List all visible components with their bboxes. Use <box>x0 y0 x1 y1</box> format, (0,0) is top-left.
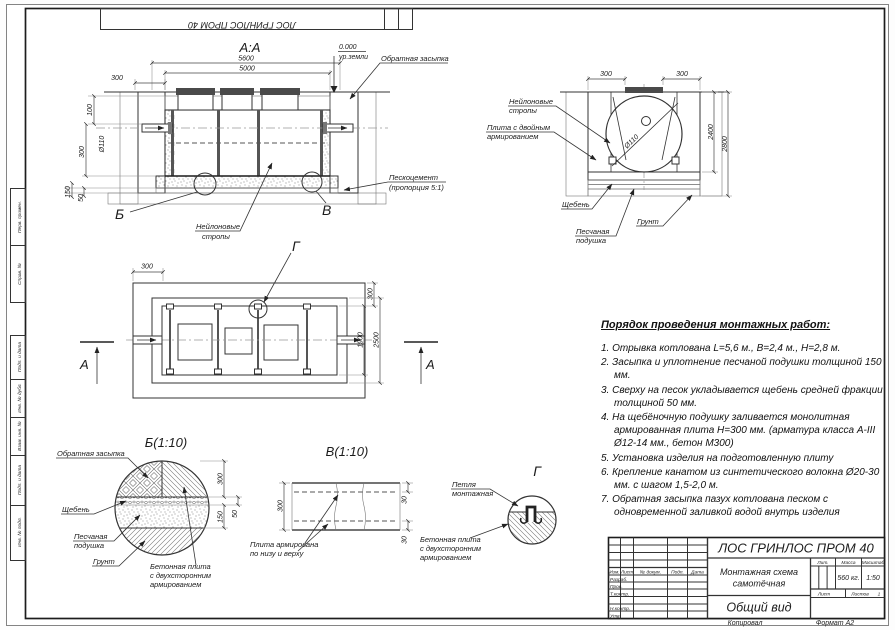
lid-middle <box>220 88 254 95</box>
margin-label: Перв. примен. <box>18 201 23 233</box>
slings-label-1: Нейлоновые <box>196 222 241 231</box>
slings-label-2: стропы <box>202 232 230 241</box>
instruction-item: 1. Отрывка котлована L=5,6 м., В=2,4 м., Н=2,8 м. <box>601 343 841 354</box>
tb-row-dev: Разраб. <box>610 578 628 583</box>
detail-g-title: Г <box>533 463 541 479</box>
plan-hatch-3 <box>264 325 298 360</box>
neck-middle <box>222 94 252 110</box>
dim-d110: Ø110 <box>623 133 641 151</box>
instruction-item: 2. Засыпка и уплотнение песчаной подушки толщиной 150 мм. <box>601 357 882 382</box>
margin-label: Подп. и дата <box>18 464 23 496</box>
plan-dim-2500: 2500 <box>373 332 381 348</box>
detail-v-label-2: по низу и верху <box>250 549 304 558</box>
detail-v-title: В(1:10) <box>325 444 369 459</box>
format-label: Формат А2 <box>815 620 855 627</box>
dim-300-wall: 300 <box>111 75 123 82</box>
tb-row-ncontr: Н.контр. <box>610 607 631 612</box>
dim-pipe-d110: Ø110 <box>99 135 106 153</box>
margin-label: Инв. № подл. <box>18 517 23 547</box>
plan-dim-1900: 1900 <box>357 332 365 348</box>
ground-level-text: ур.земли <box>339 54 368 61</box>
detail-b-title: Б(1:10) <box>144 435 188 450</box>
detail-b-plate-label-1: Бетонная плита <box>150 562 211 571</box>
bb-sand-label-2: подушка <box>576 236 607 245</box>
detail-g-plate-label-2: с двухсторонним <box>420 544 482 553</box>
bb-plate-label-2: армированием <box>487 132 539 141</box>
dim-150: 150 <box>65 186 72 198</box>
plan-hatch-1 <box>178 324 212 360</box>
detail-b-dim-300: 300 <box>217 473 225 485</box>
dim-50: 50 <box>78 194 85 202</box>
neck-left <box>178 94 213 110</box>
tb-col-date: Дата <box>691 570 704 576</box>
lid-left <box>176 88 215 95</box>
tb-lit-label: Лит. <box>817 561 829 566</box>
detail-v-dim-300: 300 <box>277 500 285 512</box>
tb-mass-value: 560 кг. <box>837 575 860 582</box>
tb-sheets-label: Листов <box>851 592 869 598</box>
marker-a-right-letter: А <box>426 357 435 372</box>
detail-b-dim-50: 50 <box>232 510 239 518</box>
instruction-item: 7. Обратная засыпка пазух котлована песком с одновременной заливкой водой внутрь изделия <box>601 494 840 519</box>
base-slab-dots <box>156 176 338 188</box>
bb-sand-label-1: Песчаная <box>576 227 610 236</box>
detail-b-soil-label: Грунт <box>93 557 115 566</box>
bb-plate-label-1: Плита с двойным <box>487 123 551 132</box>
copied-label: Копировал <box>727 620 763 627</box>
margin-label: Инв. № дубл. <box>18 383 23 413</box>
anchor-right <box>672 157 679 164</box>
top-stamp-text: ЛОС ГРИНЛОС ПРОМ 40 <box>188 20 296 30</box>
marker-a-left-letter: А <box>80 357 89 372</box>
callout-b-letter: Б <box>115 206 125 222</box>
dim-2800: 2800 <box>722 136 729 152</box>
tb-mass-label: Масса <box>841 561 856 566</box>
instruction-item: 3. Сверху на песок укладывается щебень средней фракции толщиной 50 мм. <box>601 384 883 409</box>
detail-b-gravel-label: Щебень <box>62 505 90 514</box>
tb-scale-label: Масштаб <box>861 561 885 566</box>
vent-circle <box>642 117 651 126</box>
plan-dim-300-wall: 300 <box>141 263 153 271</box>
sandcement-label-1: Пескоцемент <box>389 173 439 182</box>
tb-view-name: Общий вид <box>726 600 792 615</box>
plan-hatch-2 <box>225 328 252 354</box>
detail-b-plate-label-2: с двухсторонним <box>150 571 212 580</box>
tb-doc-name-1: Монтажная схема <box>719 567 799 577</box>
tb-col-sign: Подп. <box>671 570 684 576</box>
detail-g-plate-label-1: Бетонная плита <box>420 535 481 544</box>
inlet-flange <box>168 122 172 134</box>
tank-lid <box>625 87 663 93</box>
instruction-item: 5. Установка изделия на подготовленную плиту <box>601 452 834 464</box>
tb-row-approve: Утв. <box>610 614 621 620</box>
margin-label: Подп. и дата <box>18 341 23 373</box>
neck-right <box>262 94 298 110</box>
detail-b-backfill-label: Обратная засыпка <box>57 449 125 458</box>
sandcement-label-2: (пропорция 5:1) <box>389 183 444 192</box>
backfill-label: Обратная засыпка <box>381 54 449 63</box>
dim-300-right: 300 <box>676 71 688 78</box>
lid-right <box>260 88 300 95</box>
tb-col-izm: Изм. <box>609 570 620 576</box>
bb-slings-label-1: Нейлоновые <box>509 97 554 106</box>
tb-doc-name-2: самотёчная <box>732 578 786 589</box>
installation-instructions <box>601 319 885 520</box>
detail-b-sand-label-2: подушка <box>74 541 105 550</box>
instructions-title: Порядок проведения монтажных работ: <box>601 319 831 331</box>
detail-v-dim-30-top: 30 <box>401 496 409 504</box>
detail-b-sand-label-1: Песчаная <box>74 532 108 541</box>
instruction-item: 6. Крепление канатом из синтетического волокна Ø20-30 мм. с шагом 1,5-2,0 м. <box>601 466 880 491</box>
detail-v-dim-30-bottom: 30 <box>401 536 409 544</box>
detail-g-loop-label-1: Петля <box>452 480 476 489</box>
tb-row-check: Пров. <box>610 585 623 590</box>
instruction-item: 4. На щебёночную подушку заливается монолитная армированная плита Н=300 мм. (арматура класса А-III Ø12-14 мм., бетон М300) <box>601 411 876 450</box>
tb-col-list: Лист <box>620 570 634 576</box>
tb-row-tcontr: Т.контр. <box>610 592 630 598</box>
margin-label: Взам. инв. № <box>18 421 23 451</box>
dim-300-left: 300 <box>600 71 612 78</box>
outlet-flange <box>323 122 327 134</box>
section-aa-title: А:А <box>239 40 261 55</box>
detail-b-plate-label-3: армированием <box>150 580 202 589</box>
dim-100: 100 <box>87 104 94 116</box>
title-block <box>609 538 885 628</box>
bb-slings-label-2: стропы <box>509 106 537 115</box>
bb-soil-label: Грунт <box>637 217 659 226</box>
dim-300-depth: 300 <box>79 146 86 158</box>
dim-5000: 5000 <box>239 65 255 73</box>
plan-dim-300-offset: 300 <box>367 288 375 300</box>
bb-gravel-label: Щебень <box>562 200 590 209</box>
tb-sheet-label: Лист <box>817 592 831 598</box>
tb-col-doc: № докум. <box>639 570 662 576</box>
detail-b-dim-150: 150 <box>217 511 225 523</box>
detail-v-label-1: Плита армирована <box>250 540 319 549</box>
callout-v-letter: В <box>322 202 332 218</box>
callout-g-letter: Г <box>292 238 300 254</box>
tb-sheets-value: 1 <box>877 592 881 598</box>
tb-scale-value: 1:50 <box>866 575 880 582</box>
tb-product-name: ЛОС ГРИНЛОС ПРОМ 40 <box>718 540 874 556</box>
margin-label: Справ. № <box>18 263 23 285</box>
detail-g-loop-label-2: монтажная <box>452 489 494 498</box>
ground-level-value: 0.000 <box>339 44 357 51</box>
detail-g-plate-label-3: армированием <box>420 553 472 562</box>
dim-2400: 2400 <box>708 124 715 140</box>
dim-5600: 5600 <box>238 55 254 63</box>
